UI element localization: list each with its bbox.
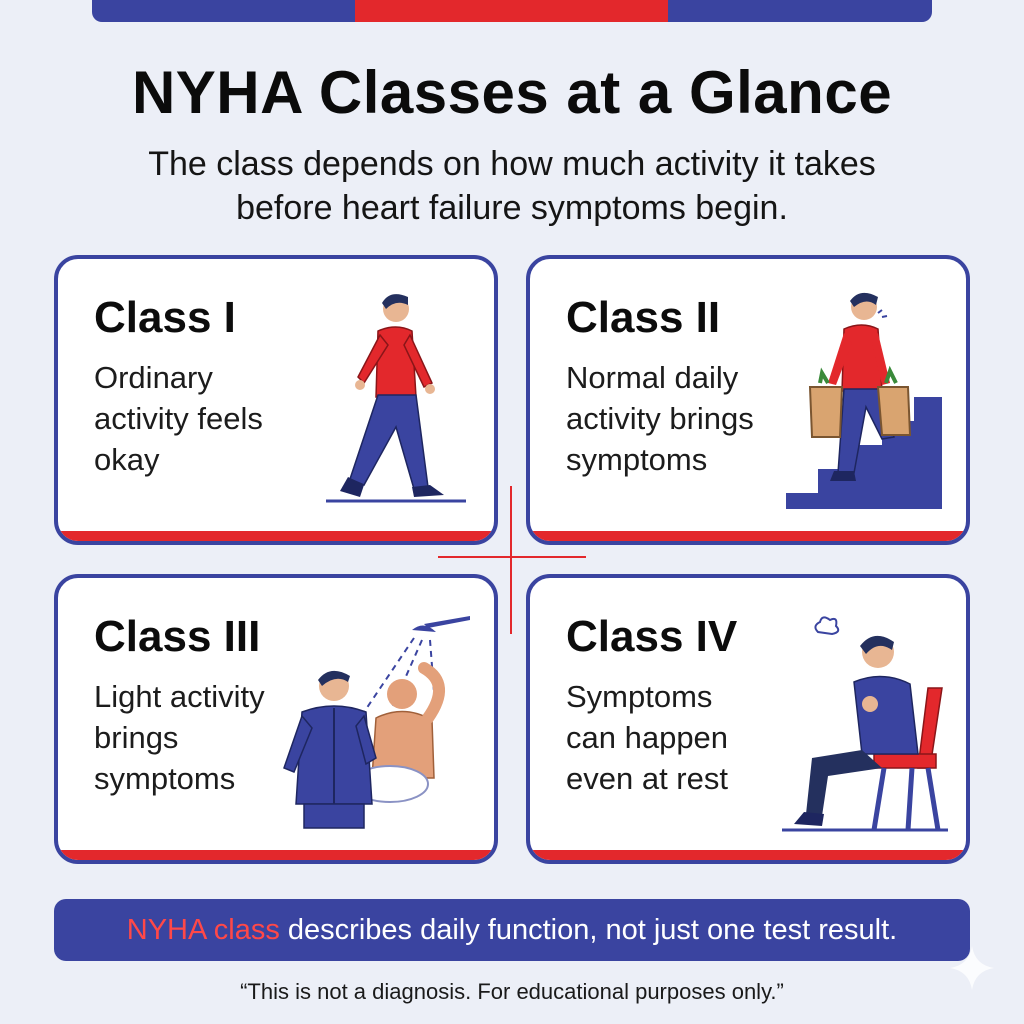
class-1-title: Class I [94,293,236,342]
class-4-title: Class IV [566,612,738,661]
class-2-card [526,255,970,545]
page-subtitle: The class depends on how much activity it takes before heart failure symptoms begin. [148,145,876,227]
class-3-card [54,574,498,864]
class-2-description: Normal daily activity brings symptoms [566,360,754,477]
person-dressing-and-showering-icon [264,608,484,838]
center-cross-vertical [510,486,512,634]
class-2-title: Class II [566,293,721,342]
banner-highlight: NYHA class [126,914,280,946]
summary-banner [54,899,970,961]
class-3-description: Light activity brings symptoms [94,679,265,796]
sparkle-icon [948,944,996,992]
class-1-description: Ordinary activity feels okay [94,360,263,477]
page-title: NYHA Classes at a Glance [131,59,893,126]
person-climbing-stairs-with-groceries-icon [782,287,952,517]
banner-text: describes daily function, not just one test result. [279,914,898,946]
walking-person-icon [320,287,490,517]
class-3-title: Class III [94,612,261,661]
person-sitting-breathless-icon [778,604,958,834]
center-cross-horizontal [438,556,586,558]
class-1-card [54,255,498,545]
top-accent-bar [92,0,932,22]
class-4-description: Symptoms can happen even at rest [566,679,729,796]
disclaimer: “This is not a diagnosis. For educational purposes only.” [240,979,784,1004]
class-4-card [526,574,970,864]
